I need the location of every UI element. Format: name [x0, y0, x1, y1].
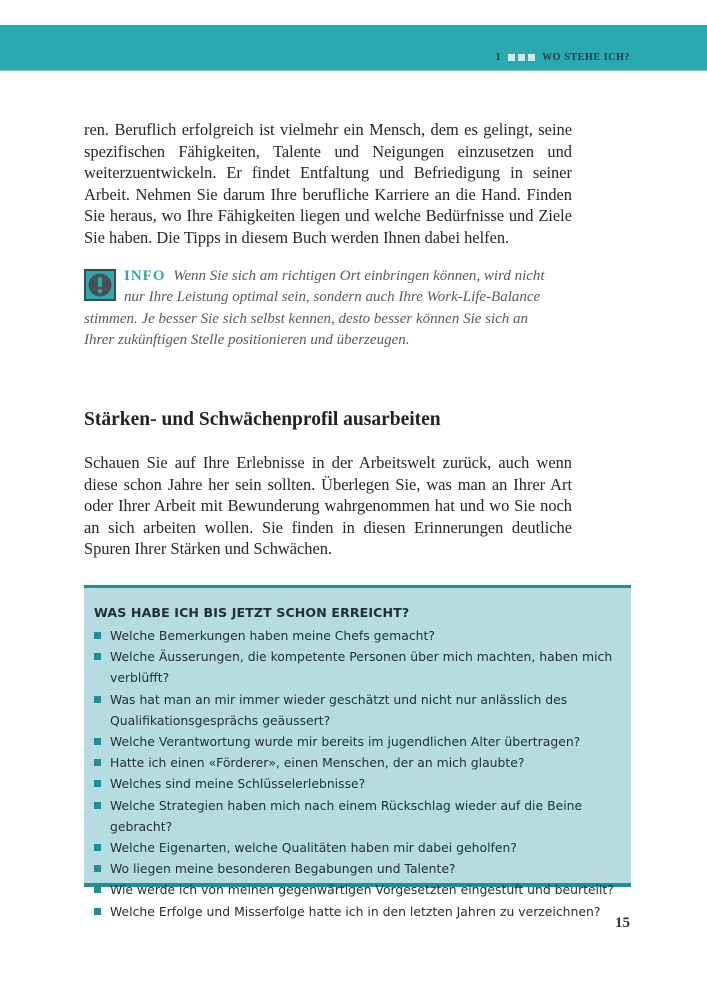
list-item-text: Was hat man an mir immer wieder geschätzt und nicht nur anlässlich des Qualifikationsgesprächs geäussert? — [110, 691, 568, 728]
info-label: INFO — [124, 268, 166, 284]
info-text: Wenn Sie sich am richtigen Ort einbringen können, wird nicht nur Ihre Leistung optimal sein, sondern auch Ihre Work-Life-Balance stimmen. Je besser Sie sich selbst kennen, desto besser können Sie sich an Ihrer zukünftigen Stelle positionieren und überzeugen. — [84, 268, 545, 348]
list-item — [94, 773, 621, 794]
square-bullet-icon — [94, 780, 101, 787]
list-item — [94, 646, 621, 688]
list-item-text: Wie werde ich von meinen gegenwärtigen Vorgesetzten eingestuft und beurteilt? — [110, 882, 614, 898]
running-header — [496, 52, 630, 63]
checklist — [94, 625, 621, 922]
list-item-text: Welche Eigenarten, welche Qualitäten haben mir dabei geholfen? — [110, 840, 517, 856]
section-heading: Stärken- und Schwächenprofil ausarbeiten — [84, 409, 441, 430]
square-icon — [518, 54, 525, 61]
square-icon — [508, 54, 515, 61]
list-item — [94, 689, 621, 731]
body-paragraph-2: Schauen Sie auf Ihre Erlebnisse in der Arbeitswelt zurück, auch wenn diese schon Jahre her sein sollten. Überlegen Sie, was man an Ihrer Art oder Ihrer Arbeit mit Bewunderung wahrgenommen hat und wo Sie noch an sich arbeiten wollen. Sie finden in diesen Erinnerungen deutliche Spuren Ihrer Stärken und Schwächen. — [84, 453, 572, 559]
list-item — [94, 795, 621, 837]
checklist-box — [84, 585, 631, 919]
list-item — [94, 901, 621, 922]
exclamation-circle-icon — [88, 273, 112, 297]
square-bullet-icon — [94, 844, 101, 851]
list-item-text: Wo liegen meine besonderen Begabungen und Talente? — [110, 861, 456, 877]
square-bullet-icon — [94, 738, 101, 745]
square-bullet-icon — [94, 802, 101, 809]
list-item — [94, 731, 621, 752]
list-item-text: Welche Bemerkungen haben meine Chefs gemacht? — [110, 628, 435, 643]
chapter-header-band — [0, 25, 707, 71]
list-item-text: Welche Strategien haben mich nach einem Rückschlag wieder auf die Beine gebracht? — [110, 797, 583, 834]
list-item-text: Hatte ich einen «Förderer», einen Menschen, der an mich glaubte? — [110, 755, 525, 771]
square-icon — [528, 54, 535, 61]
body-paragraph-1: ren. Beruflich erfolgreich ist vielmehr ein Mensch, dem es gelingt, seine spezifischen Fähigkeiten, Talente und Neigungen einzusetzen und weiterzuentwickeln. Er findet Entfaltung und Befriedigung in seiner Arbeit. Nehmen Sie darum Ihre berufliche Karriere an die Hand. Finden Sie heraus, wo Ihre Fähigkeiten liegen und welche Bedürfnisse und Ziele Sie haben. Die Tipps in diesem Buch werden Ihnen dabei helfen. — [84, 120, 572, 247]
square-bullet-icon — [94, 865, 101, 872]
list-item-text: Welche Verantwortung wurde mir bereits im jugendlichen Alter übertragen? — [110, 734, 581, 750]
chapter-title: WO STEHE ICH? — [542, 52, 630, 63]
page-number: 15 — [615, 915, 630, 931]
list-item — [94, 625, 621, 646]
exclamation-icon — [84, 269, 116, 301]
list-item — [94, 879, 621, 900]
list-item-text: Welche Erfolge und Misserfolge hatte ich in den letzten Jahren zu verzeichnen? — [110, 903, 601, 919]
square-bullet-icon — [94, 886, 101, 893]
list-item-text: Welche Äusserungen, die kompetente Personen über mich machten, haben mich verblüfft? — [110, 649, 613, 686]
square-bullet-icon — [94, 696, 101, 703]
square-bullet-icon — [94, 632, 101, 639]
list-item — [94, 837, 621, 858]
list-item — [94, 752, 621, 773]
square-bullet-icon — [94, 759, 101, 766]
square-bullet-icon — [94, 908, 101, 915]
info-note — [84, 266, 554, 351]
square-bullet-icon — [94, 653, 101, 660]
header-square-ornament-icon — [508, 54, 535, 61]
checklist-title: WAS HABE ICH BIS JETZT SCHON ERREICHT? — [94, 605, 410, 620]
list-item-text: Welches sind meine Schlüsselerlebnisse? — [110, 776, 366, 792]
chapter-number: 1 — [495, 52, 502, 63]
list-item — [94, 858, 621, 879]
